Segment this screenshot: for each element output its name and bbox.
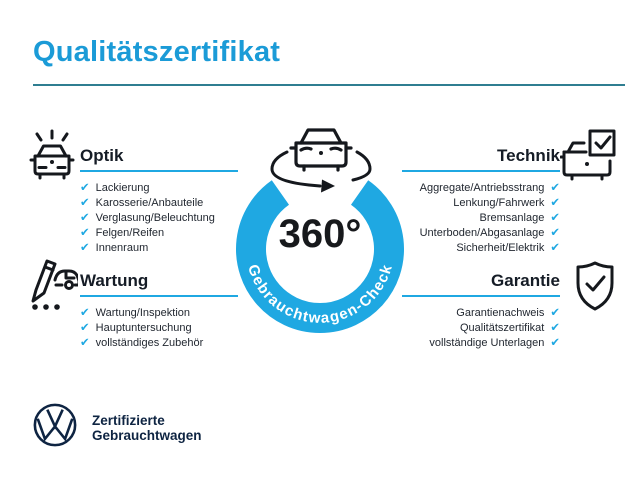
item-label: Sicherheit/Elektrik: [456, 241, 545, 254]
check-item: [402, 305, 560, 320]
check-icon: ✔: [80, 304, 90, 319]
item-label: Karosserie/Anbauteile: [95, 196, 204, 209]
check-icon: ✔: [550, 334, 560, 349]
item-label: Garantienachweis: [456, 306, 545, 319]
item-label: Unterboden/Abgasanlage: [419, 226, 545, 239]
section-garantie: [402, 271, 560, 350]
vw-logo: [32, 402, 78, 448]
page-title: Qualitätszertifikat: [33, 36, 281, 68]
section-title-technik: Technik: [402, 146, 560, 172]
check-item: [402, 180, 560, 195]
car-checkbox-icon: [560, 128, 620, 182]
footer-brand-line1: Zertifizierte: [92, 413, 165, 428]
check-item: [402, 225, 560, 240]
item-label: Innenraum: [95, 241, 149, 254]
check-icon: ✔: [80, 239, 90, 254]
item-label: Qualitätszertifikat: [459, 321, 545, 334]
ring: [251, 193, 389, 319]
pencil-car-checklist-icon: [22, 256, 78, 312]
check-icon: ✔: [80, 224, 90, 239]
wartung-items: [80, 305, 238, 350]
item-label: Wartung/Inspektion: [95, 306, 191, 319]
check-item: [402, 240, 560, 255]
item-label: vollständige Unterlagen: [429, 336, 545, 349]
degrees-label: 360°: [278, 212, 362, 256]
check-icon: ✔: [550, 179, 560, 194]
rotation-arrowhead: [321, 180, 335, 193]
check-icon: ✔: [550, 319, 560, 334]
optik-items: [80, 180, 238, 255]
item-label: Lackierung: [95, 181, 150, 194]
section-title-wartung: Wartung: [80, 271, 238, 297]
section-title-garantie: Garantie: [402, 271, 560, 297]
check-icon: ✔: [80, 334, 90, 349]
ring-label-text: [245, 262, 396, 326]
section-title-optik: Optik: [80, 146, 238, 172]
check-icon: ✔: [80, 209, 90, 224]
car-shine-icon: [26, 128, 78, 182]
item-label: vollständiges Zubehör: [95, 336, 204, 349]
technik-items: [402, 180, 560, 255]
item-label: Verglasung/Beleuchtung: [95, 211, 215, 224]
item-label: Aggregate/Antriebsstrang: [419, 181, 545, 194]
check-item: [402, 320, 560, 335]
section-optik: [80, 146, 238, 255]
check-icon: ✔: [550, 224, 560, 239]
check-icon: ✔: [550, 304, 560, 319]
section-technik: [402, 146, 560, 255]
footer-brand: [32, 402, 202, 448]
check-item: [80, 225, 238, 240]
garantie-items: [402, 305, 560, 350]
item-label: Felgen/Reifen: [95, 226, 165, 239]
check-item: [402, 195, 560, 210]
check-icon: ✔: [550, 239, 560, 254]
check-icon: ✔: [80, 194, 90, 209]
check-icon: ✔: [550, 194, 560, 209]
ring-label: Gebrauchtwagen-Check: [244, 262, 396, 327]
check-item: [80, 305, 238, 320]
footer-brand-line2: Gebrauchtwagen: [92, 428, 202, 443]
title-divider: [33, 84, 625, 86]
section-wartung: [80, 271, 238, 350]
check-item: [80, 320, 238, 335]
check-icon: ✔: [80, 179, 90, 194]
check-item: [80, 195, 238, 210]
check-item: [80, 180, 238, 195]
check-icon: ✔: [80, 319, 90, 334]
check-item: [80, 240, 238, 255]
check-icon: ✔: [550, 209, 560, 224]
car-rotation-icon: [272, 130, 370, 186]
item-label: Lenkung/Fahrwerk: [453, 196, 545, 209]
check-item: [402, 210, 560, 225]
shield-check-icon: [572, 259, 618, 313]
item-label: Hauptuntersuchung: [95, 321, 192, 334]
check-item: [80, 335, 238, 350]
item-label: Bremsanlage: [479, 211, 545, 224]
check-item: [80, 210, 238, 225]
check-item: [402, 335, 560, 350]
